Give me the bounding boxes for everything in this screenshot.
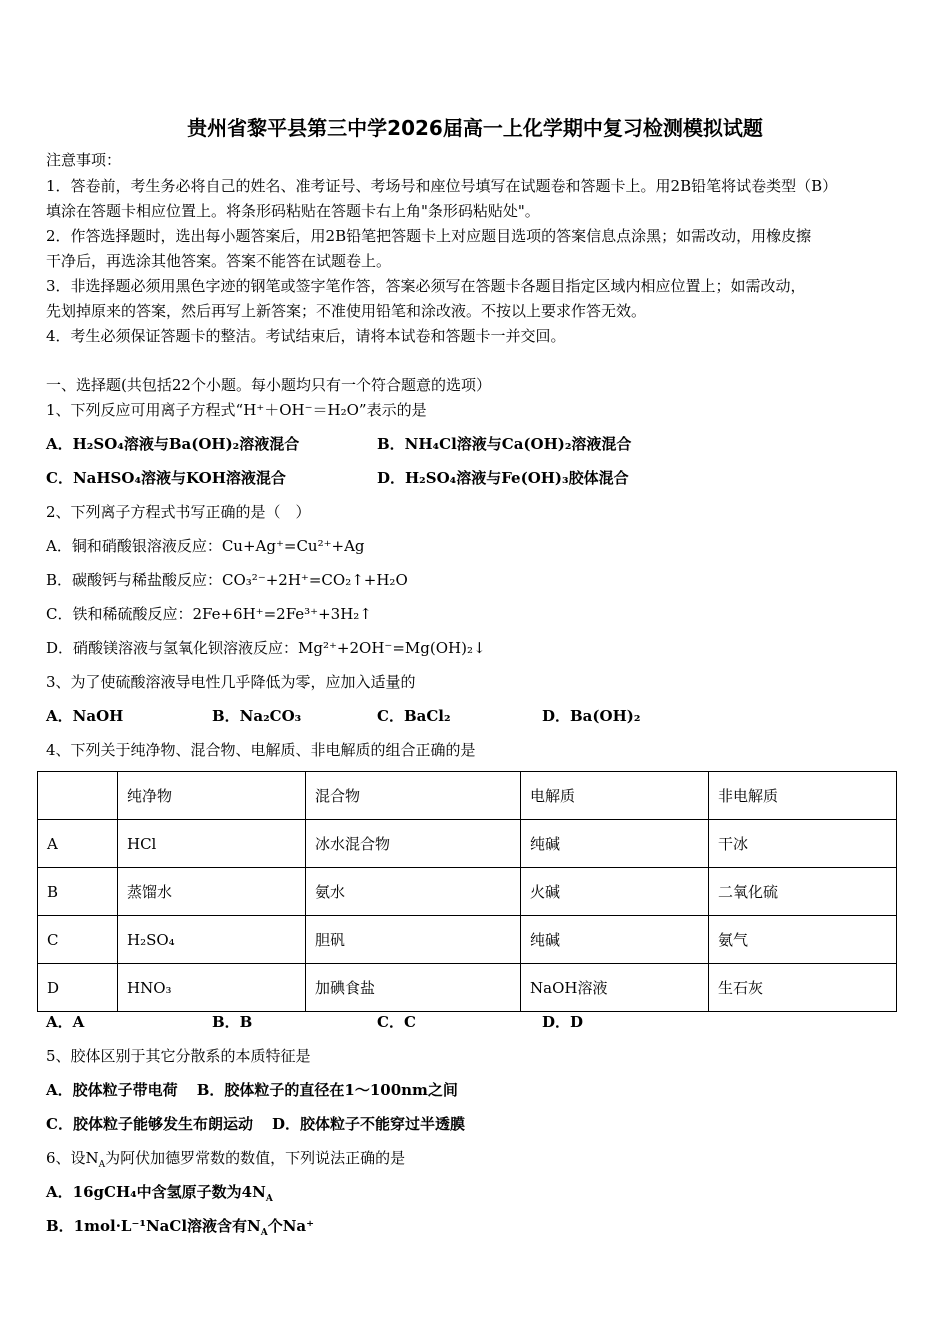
- q1-option-a: A．H₂SO₄溶液与Ba(OH)₂溶液混合: [46, 435, 300, 453]
- question-3-stem: 3、为了使硫酸溶液导电性几乎降低为零，应加入适量的: [46, 673, 416, 691]
- table-cell: HCl: [118, 820, 306, 868]
- question-5-stem: 5、胶体区别于其它分散系的本质特征是: [46, 1047, 311, 1065]
- q3-option-a: A．NaOH: [46, 707, 124, 725]
- table-cell: 蒸馏水: [118, 868, 306, 916]
- table-cell: HNO₃: [118, 964, 306, 1012]
- note-line: 1．答卷前，考生务必将自己的姓名、准考证号、考场号和座位号填写在试题卷和答题卡上。用2B铅笔将试卷类型（B）: [46, 177, 838, 195]
- table-row: [38, 916, 897, 964]
- q1-option-b: B．NH₄Cl溶液与Ca(OH)₂溶液混合: [377, 435, 632, 453]
- table-row: [38, 820, 897, 868]
- note-line: 4．考生必须保证答题卡的整洁。考试结束后，请将本试卷和答题卡一并交回。: [46, 327, 566, 345]
- q4-option-a: A．A: [46, 1013, 85, 1031]
- table-cell: NaOH溶液: [521, 964, 709, 1012]
- q2-option-d: D．硝酸镁溶液与氢氧化钡溶液反应：Mg²⁺+2OH⁻=Mg(OH)₂↓: [46, 639, 486, 657]
- table-cell: B: [38, 868, 118, 916]
- table-row: [38, 964, 897, 1012]
- q5-option-b: B．胶体粒子的直径在1～100nm之间: [196, 1081, 458, 1099]
- table-cell: 二氧化硫: [709, 868, 897, 916]
- table-cell: 冰水混合物: [306, 820, 521, 868]
- table-cell: 氨水: [306, 868, 521, 916]
- table-header-cell: 混合物: [306, 772, 521, 820]
- section-heading: 一、选择题(共包括22个小题。每小题均只有一个符合题意的选项）: [46, 376, 491, 394]
- q2-option-b: B．碳酸钙与稀盐酸反应：CO₃²⁻+2H⁺=CO₂↑+H₂O: [46, 571, 408, 589]
- q6-stem-sub: A: [98, 1160, 106, 1170]
- table-cell: 纯碱: [521, 916, 709, 964]
- q6-stem-part: 为阿伏加德罗常数的数值，下列说法正确的是: [105, 1149, 406, 1167]
- note-line: 先划掉原来的答案，然后再写上新答案；不准使用铅笔和涂改液。不按以上要求作答无效。: [46, 302, 647, 320]
- table-cell: 干冰: [709, 820, 897, 868]
- q3-option-b: B．Na₂CO₃: [212, 707, 302, 725]
- q5-option-c: C．胶体粒子能够发生布朗运动: [46, 1115, 253, 1133]
- q6-option-b-text: B．1mol·L⁻¹NaCl溶液含有N: [46, 1217, 261, 1235]
- q2-option-a: A．铜和硝酸银溶液反应：Cu+Ag⁺=Cu²⁺+Ag: [46, 537, 365, 555]
- table-cell: 火碱: [521, 868, 709, 916]
- table-header-cell: 非电解质: [709, 772, 897, 820]
- q6-option-a-sub: A: [265, 1194, 273, 1204]
- q1-option-c: C．NaHSO₄溶液与KOH溶液混合: [46, 469, 286, 487]
- table-cell: 生石灰: [709, 964, 897, 1012]
- q6-stem-part: 6、设N: [46, 1149, 99, 1167]
- q6-option-a-text: A．16gCH₄中含氢原子数为4N: [46, 1183, 266, 1201]
- question-4-stem: 4、下列关于纯净物、混合物、电解质、非电解质的组合正确的是: [46, 741, 476, 759]
- q5-option-a: A．胶体粒子带电荷: [46, 1081, 178, 1099]
- table-cell: H₂SO₄: [118, 916, 306, 964]
- q5-options-ab: [46, 1080, 458, 1100]
- q1-option-d: D．H₂SO₄溶液与Fe(OH)₃胶体混合: [377, 469, 629, 487]
- table-header-cell: [38, 772, 118, 820]
- table-header-row: [38, 772, 897, 820]
- notes-heading: 注意事项：: [46, 151, 122, 169]
- note-line: 干净后，再选涂其他答案。答案不能答在试题卷上。: [46, 252, 392, 270]
- q5-options-cd: [46, 1114, 465, 1134]
- table-cell: 纯碱: [521, 820, 709, 868]
- q5-option-d: D．胶体粒子不能穿过半透膜: [272, 1115, 466, 1133]
- q6-option-a: [46, 1182, 273, 1209]
- table-cell: D: [38, 964, 118, 1012]
- q2-option-c: C．铁和稀硫酸反应：2Fe+6H⁺=2Fe³⁺+3H₂↑: [46, 605, 372, 623]
- note-line: 填涂在答题卡相应位置上。将条形码粘贴在答题卡右上角"条形码粘贴处"。: [46, 202, 540, 220]
- q3-option-c: C．BaCl₂: [377, 707, 451, 725]
- question-1-stem: 1、下列反应可用离子方程式“H⁺＋OH⁻＝H₂O”表示的是: [46, 401, 427, 419]
- table-cell: A: [38, 820, 118, 868]
- question-2-stem: 2、下列离子方程式书写正确的是（ ）: [46, 503, 311, 521]
- q3-option-d: D．Ba(OH)₂: [542, 707, 641, 725]
- q4-table: [37, 771, 897, 1012]
- q6-option-b-sub: A: [260, 1228, 268, 1238]
- q4-option-b: B．B: [212, 1013, 253, 1031]
- q4-option-d: D．D: [542, 1013, 584, 1031]
- table-cell: 加碘食盐: [306, 964, 521, 1012]
- note-line: 3．非选择题必须用黑色字迹的钢笔或签字笔作答，答案必须写在答题卡各题目指定区域内相应位置上；如需改动，: [46, 277, 806, 295]
- table-cell: 胆矾: [306, 916, 521, 964]
- note-line: 2．作答选择题时，选出每小题答案后，用2B铅笔把答题卡上对应题目选项的答案信息点涂黑；如需改动，用橡皮擦: [46, 227, 812, 245]
- q6-option-b-text: 个Na⁺: [267, 1217, 315, 1235]
- page-title: 贵州省黎平县第三中学2026届高一上化学期中复习检测模拟试题: [187, 116, 763, 140]
- table-header-cell: 纯净物: [118, 772, 306, 820]
- table-cell: 氨气: [709, 916, 897, 964]
- question-6-stem: [46, 1148, 405, 1175]
- table-cell: C: [38, 916, 118, 964]
- q6-option-b: [46, 1216, 314, 1243]
- q4-option-c: C．C: [377, 1013, 416, 1031]
- table-row: [38, 868, 897, 916]
- table-header-cell: 电解质: [521, 772, 709, 820]
